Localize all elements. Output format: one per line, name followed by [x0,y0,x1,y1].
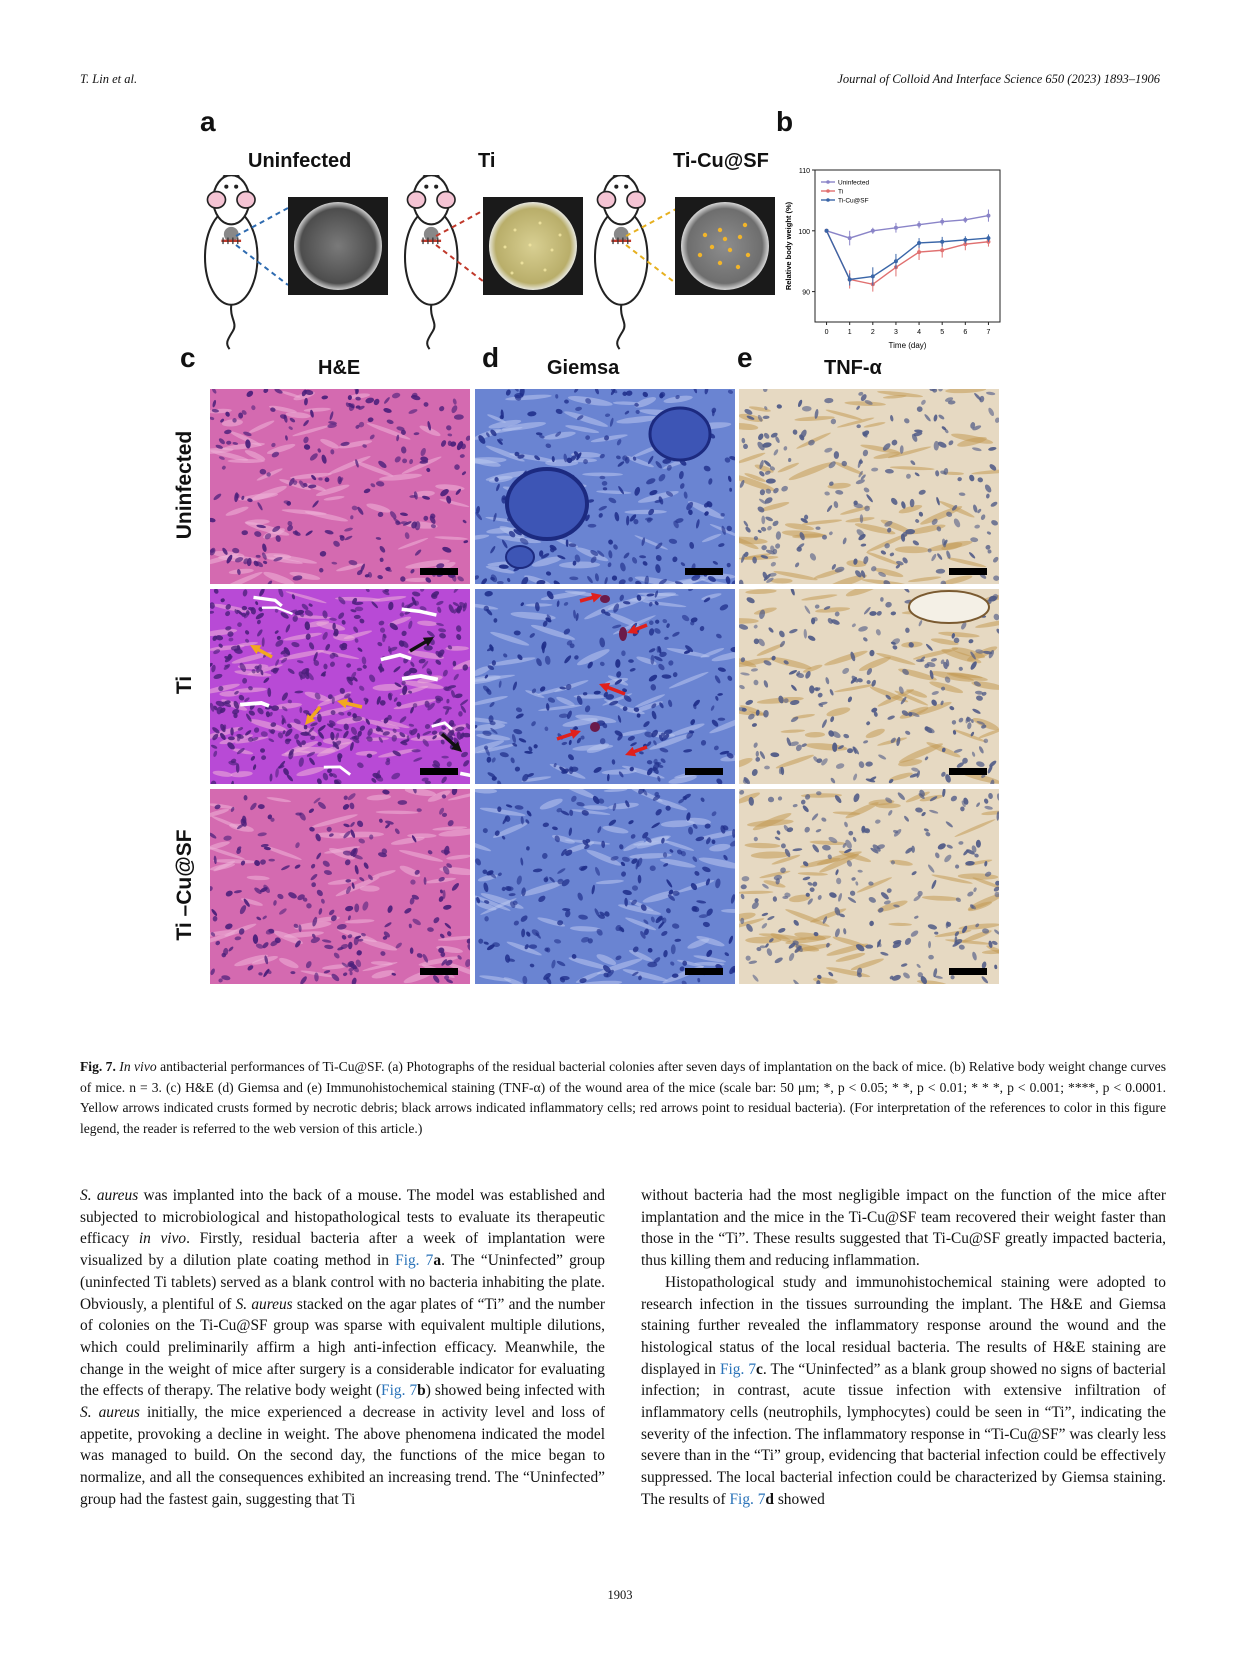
x-tick-label: 4 [917,329,922,336]
data-point [871,229,875,233]
x-tick-label: 5 [940,329,945,336]
histology-he-un [210,389,470,584]
x-tick-label: 3 [893,329,898,336]
mice-plates-illustration [200,175,820,365]
text-run: initially, the mice experienced a decrease in activity level and loss of appetite, provoking a decline in weight. The above phenomena indicated the model was managed to build. On the second day, the functions of the mice began to normalize, and all the consequences exhibited an increasing trend. The “Uninfected” group had the fastest gain, suggesting that Ti [80,1404,606,1508]
mouse-ticusf-icon [595,175,647,349]
right-paragraph-2 [641,1272,1166,1511]
plate-ticusf [681,202,769,290]
legend-marker [826,198,830,202]
data-point [940,240,944,244]
x-tick-label: 6 [963,329,968,336]
text-italic: S. aureus [235,1295,293,1313]
data-point [940,248,944,252]
running-header-journal: Journal of Colloid And Interface Science 650 (2023) 1893–1906 [837,72,1160,86]
data-point [917,223,921,227]
x-tick-label: 7 [986,329,991,336]
data-point [871,274,875,278]
panel-label-c: c [180,342,196,373]
scale-bar [949,768,987,775]
scale-bar [949,968,987,975]
data-point [894,226,898,230]
histology-tnf-ti [739,589,999,784]
data-point [963,238,967,242]
figure-link[interactable]: Fig. 7 [381,1382,418,1400]
figure-link-suffix: c [756,1360,763,1378]
text-run: ) showed being infected with [425,1382,606,1400]
group-title-ti: Ti [478,150,496,172]
mouse-ti-icon [405,175,457,349]
column-title-he: H&E [318,357,361,379]
column-title-giemsa: Giemsa [547,357,620,379]
y-tick-label: 90 [802,289,810,297]
data-point [963,218,967,222]
data-point [848,236,852,240]
scale-bar [420,568,458,575]
body-weight-chart [770,160,1040,360]
histology-tnf-un [739,389,999,584]
histology-gi-un [475,389,735,584]
legend-entry: Ti [838,188,844,196]
row-label-ti: Ti [173,675,196,695]
figure-caption [80,1057,1166,1139]
figure-link[interactable]: Fig. 7 [719,1360,757,1378]
caption-italic: In vivo [119,1059,157,1074]
data-point [848,277,852,281]
text-run: showed [773,1490,825,1508]
panel-label-a: a [200,106,216,137]
column-title-tnf: TNF-α [824,357,882,379]
data-point [894,259,898,263]
scale-bar [685,768,723,775]
data-point [940,220,944,224]
text-run: stacked on the agar plates of “Ti” and the number of colonies on the Ti-Cu@SF group was sparse with equivalent multiple dilutions, which could preliminarily affirm a high anti-infection efficacy. Meanwhile, the change in the weight of mice after surgery is a considerable indicator for evaluating the effects of therapy. The relative body weight ( [80,1295,606,1400]
right-column [641,1185,1166,1511]
caption-label: Fig. 7. [80,1059,116,1074]
data-point [986,214,990,218]
x-tick-label: 2 [870,329,875,336]
running-header-authors: T. Lin et al. [80,72,138,86]
text-italic: in vivo [138,1230,187,1248]
figure-link[interactable]: Fig. 7 [729,1490,766,1508]
left-paragraph [80,1185,605,1511]
group-title-uninfected: Uninfected [248,150,352,172]
row-label-uninfected: Uninfected [173,430,196,540]
text-run: . Firstly, residual bacteria after a week of implantation were visualized by a dilution plate coating method in [80,1230,606,1270]
legend-entry: Ti-Cu@SF [838,197,869,205]
panel-label-b: b [776,106,794,137]
data-point [917,241,921,245]
text-run: was implanted into the back of a mouse. The model was established and subjected to microbiological and histopathological tests to evaluate its therapeutic efficacy [80,1187,605,1248]
scale-bar [420,768,458,775]
plate-ti [489,202,577,290]
caption-text: antibacterial performances of Ti-Cu@SF. (a) Photographs of the residual bacterial colonies after seven days of implantation on the back of mice. (b) Relative body weight change curves of mice. n = 3. (c) H&E (d) Giemsa and (e) Immunohistochemical staining (TNF-α) of the wound area of the mice (scale bar: 50 μm; *, p < 0.05; * *, p < 0.01; * * *, p < 0.001; ****, p < 0.0001. Yellow arrows indicated crusts formed by necrotic debris; black arrows indicated inflammatory cells; red arrows point to residual bacteria). (For interpretation of the references to color in this figure legend, the reader is referred to the web version of this article.) [80,1059,1166,1136]
x-tick-label: 1 [847,329,852,336]
histology-gi-cu [475,789,735,984]
histology-gi-ti [475,589,735,784]
legend-marker [826,189,830,193]
figure-link-suffix: a [433,1252,442,1270]
legend-marker [826,180,830,184]
histology-he-cu [210,789,470,984]
group-title-ticusf: Ti-Cu@SF [673,150,769,172]
y-tick-label: 110 [798,168,810,175]
histology-he-ti [210,589,470,784]
text-italic: S. aureus [80,1404,140,1422]
page-number: 1903 [607,1588,633,1602]
panel-label-d: d [482,342,500,373]
text-run: . The “Uninfected” group (uninfected Ti tablets) served as a blank control with no bacteria inhabiting the plate. Obviously, a plentiful of [80,1252,605,1313]
scale-bar [685,968,723,975]
data-point [986,236,990,240]
x-axis-label: Time (day) [888,341,927,350]
legend-entry: Uninfected [838,179,870,187]
y-tick-label: 100 [798,228,810,236]
figure-link[interactable]: Fig. 7 [395,1252,434,1270]
data-point [917,250,921,254]
data-point [825,229,829,233]
scale-bar [685,568,723,575]
figure-link-suffix: d [765,1490,774,1508]
x-tick-label: 0 [824,329,829,336]
mouse-uninfected-icon [205,175,257,349]
left-column [80,1185,605,1511]
text-run: . The “Uninfected” as a blank group showed no signs of bacterial infection; in contrast, acute tissue infection with extensive infiltration of inflammatory cells (neutrophils, lymphocytes) could be seen in “Ti”, indicating the severity of the infection. The inflammatory response in “Ti-Cu@SF” was clearly less severe than in the “Ti” group, evidencing that bacterial infection could be effectively suppressed. The local bacterial infection could be characterized by Giemsa staining. The results of [641,1360,1166,1508]
text-run: Histopathological study and immunohistochemical staining were adopted to research infection in the tissues surrounding the implant. The H&E and Giemsa staining further revealed the inflammatory response around the wound and the histological status of the local residual bacteria. The results of H&E staining are displayed in [641,1273,1166,1378]
y-axis-label: Relative body weight (%) [784,201,793,291]
histology-tnf-cu [739,789,999,984]
scale-bar [420,968,458,975]
scale-bar [949,568,987,575]
right-paragraph-1: without bacteria had the most negligible impact on the function of the mice after implantation and the mice in the Ti-Cu@SF team recovered their weight faster than those in the “Ti”. These results suggested that Ti-Cu@SF greatly impacted bacteria, thus killing them and reducing inflammation. [641,1187,1166,1270]
figure-link-suffix: b [417,1382,426,1400]
plate-uninfected [294,202,382,290]
row-label-ticusf: Ti –Cu@SF [173,829,196,941]
panel-label-e: e [737,342,753,373]
text-italic: S. aureus [80,1187,139,1204]
